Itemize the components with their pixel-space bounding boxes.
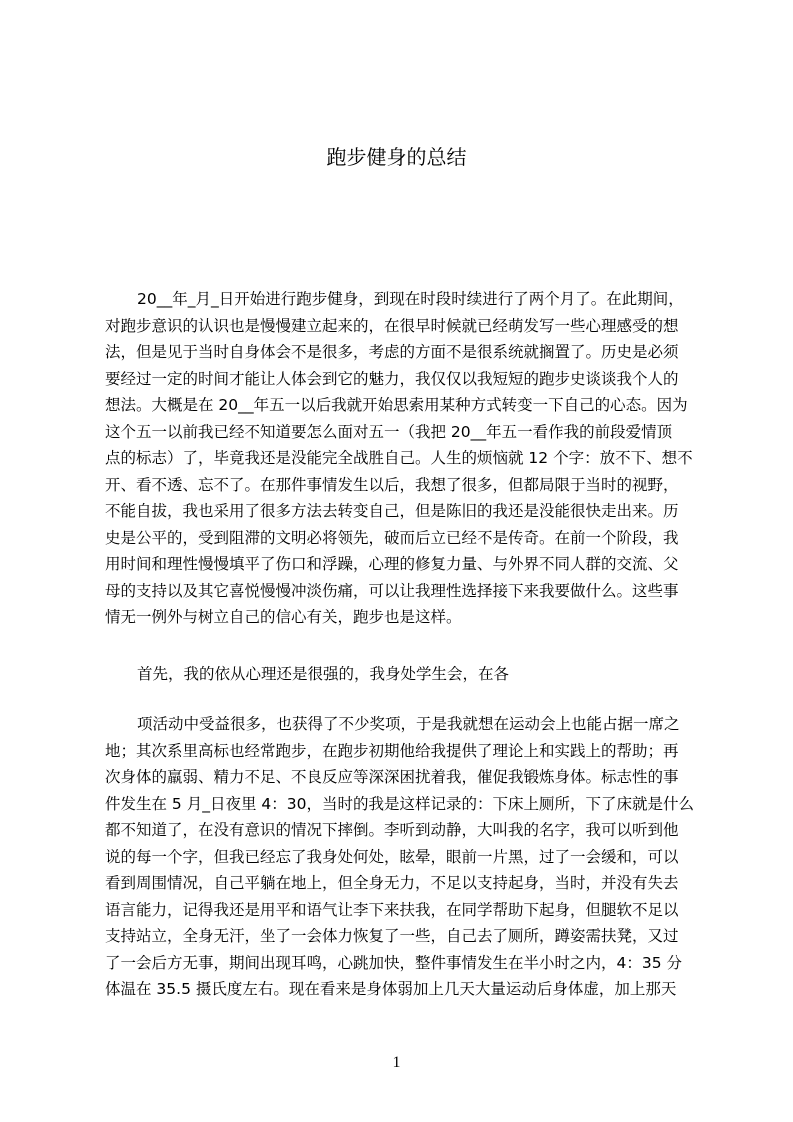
paragraph-line: 都不知道了，在没有意识的情况下摔倒。李听到动静，大叫我的名字，我可以听到他 [105, 821, 679, 839]
paragraph-line: 首先，我的依从心理还是很强的，我身处学生会，在各 [137, 665, 510, 683]
document-title: 跑步健身的总结 [326, 145, 467, 169]
paragraph-line: 要经过一定的时间才能让人体会到它的魅力，我仅仅以我短短的跑步史谈谈我个人的 [105, 369, 679, 388]
paragraph-line: 史是公平的，受到阻滞的文明必将领先，破而后立已经不是传奇。在前一个阶段，我 [105, 528, 679, 547]
paragraph-line: 语言能力，记得我还是用平和语气让李下来扶我，在同学帮助下起身，但腿软不足以 [105, 900, 679, 919]
paragraph-line: 不能自拔，我也采用了很多方法去转变自己，但是陈旧的我还是没能很快走出来。历 [105, 502, 679, 520]
paragraph-line: 体温在 35.5 摄氏度左右。现在看来是身体弱加上几天大量运动后身体虚，加上那天 [105, 980, 677, 998]
paragraph-line: 20__年_月_日开始进行跑步健身，到现在时段时续进行了两个月了。在此期间， [137, 290, 684, 308]
paragraph-line: 开、看不透、忘不了。在那件事情发生以后，我想了很多，但都局限于当时的视野， [105, 475, 679, 494]
paragraph-line: 说的每一个字，但我已经忘了我身处何处，眩晕，眼前一片黑，过了一会缓和，可以 [105, 847, 679, 866]
page-number: 1 [392, 1054, 401, 1071]
paragraph-line: 情无一例外与树立自己的信心有关，跑步也是这样。 [105, 608, 462, 626]
paragraph-line: 母的支持以及其它喜悦慢慢冲淡伤痛，可以让我理性选择接下来我要做什么。这些事 [105, 581, 679, 600]
paragraph-line: 对跑步意识的认识也是慢慢建立起来的，在很早时候就已经萌发写一些心理感受的想 [105, 316, 679, 335]
paragraph-line: 件发生在 5 月_日夜里 4：30，当时的我是这样记录的：下床上厕所，下了床就是什么 [105, 794, 694, 813]
paragraph-line: 想法。大概是在 20__年五一以后我就开始思索用某种方式转变一下自己的心态。因为 [105, 396, 688, 414]
paragraph-line: 次身体的羸弱、精力不足、不良反应等深深困扰着我，催促我锻炼身体。标志性的事 [105, 768, 679, 786]
paragraph-line: 了一会后方无事，期间出现耳鸣，心跳加快，整件事情发生在半小时之内，4：35 分 [105, 953, 683, 972]
paragraph-line: 用时间和理性慢慢填平了伤口和浮躁，心理的修复力量、与外界不同人群的交流、父 [105, 555, 679, 573]
paragraph-line: 点的标志）了，毕竟我还是没能完全战胜自己。人生的烦恼就 12 个字：放不下、想不 [105, 449, 693, 467]
paragraph-line: 项活动中受益很多，也获得了不少奖项，于是我就想在运动会上也能占据一席之 [137, 715, 680, 733]
paragraph-line: 法，但是见于当时自身体会不是很多，考虑的方面不是很系统就搁置了。历史是必须 [105, 343, 679, 361]
paragraph-line: 这个五一以前我已经不知道要怎么面对五一（我把 20__年五一看作我的前段爱情顶 [105, 422, 673, 441]
paragraph-line: 地；其次系里高标也经常跑步，在跑步初期他给我提供了理论上和实践上的帮助；再 [105, 741, 679, 760]
paragraph-line: 看到周围情况，自己平躺在地上，但全身无力，不足以支持起身，当时，并没有失去 [105, 874, 679, 892]
paragraph-line: 支持站立，全身无汗，坐了一会体力恢复了一些，自己去了厕所，蹲姿需扶凳，又过 [105, 927, 679, 945]
